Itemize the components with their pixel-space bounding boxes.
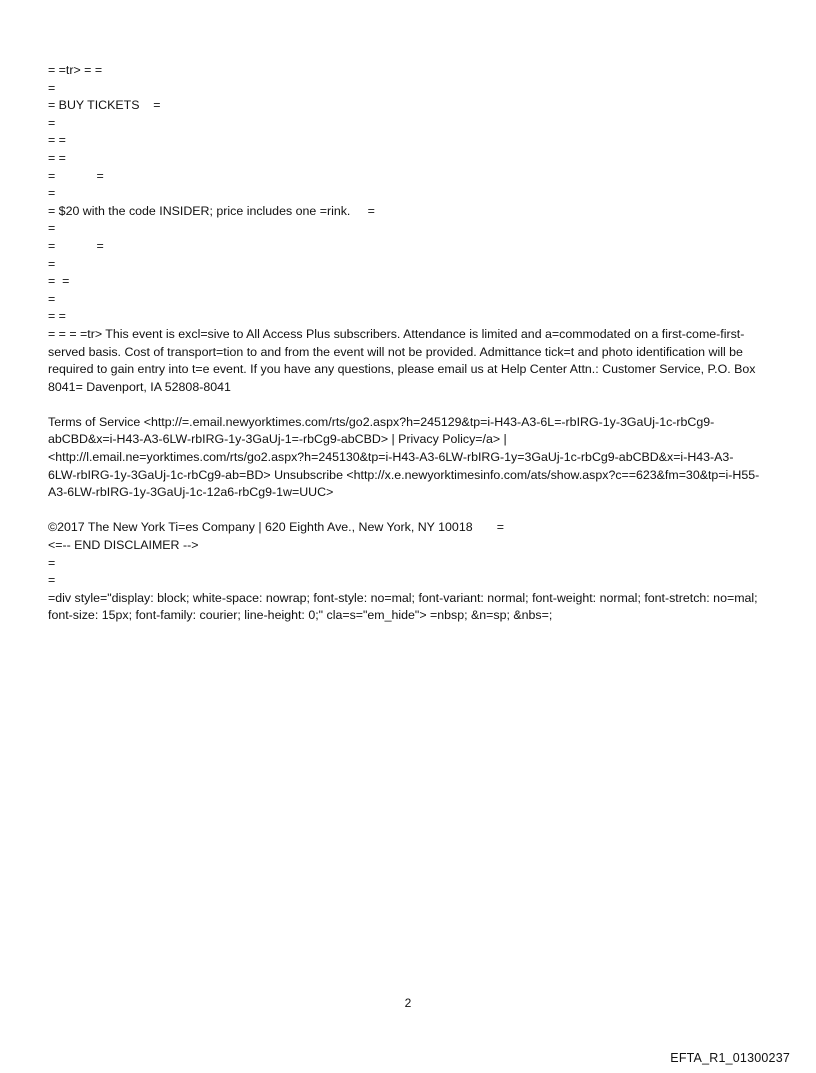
paragraph-gap	[48, 502, 760, 520]
div-code-paragraph: =div style="display: block; white-space: nowrap; font-style: no=mal; font-variant: normal; font-weight: normal; font-stretch: no=mal; font-size: 15px; font-family: courier; line-height: 0;" cla=s="em_hide"> =nbsp; &n=sp; &nbs=;	[48, 590, 758, 623]
links-paragraph: Terms of Service <http://=.email.newyorktimes.com/rts/go2.aspx?h=245129&tp=i-H43-A3-6L=-rbIRG-1y-3GaUj-1c-rbCg9-abCBD&x=i-H43-A3-6LW-rbIRG-1y-3GaUj-1=-rbCg9-abCBD> | Privacy Policy=/a> | <http://l.email.ne=yorktimes.com/rts/go2.aspx?h=245130&tp=i-H43-A3-6LW-rbIRG-1y=3GaUj-1c-rbCg9-abCBD&x=i-H43-A3-6LW-rbIRG-1y-3GaUj-1c-rbCg9-ab=BD> Unsubscribe <http://x.e.newyorktimesinfo.com/ats/show.aspx?c==623&fm=30&tp=i-H55-A3-6LW-rbIRG-1y-3GaUj-1c-12a6-rbCg9-1w=UUC>	[48, 414, 760, 500]
text-line: =	[48, 115, 56, 130]
page-number: 2	[404, 996, 412, 1010]
text-line: =	[48, 555, 56, 570]
copyright-line: ©2017 The New York Ti=es Company | 620 Eighth Ave., New York, NY 10018 =	[48, 520, 504, 535]
text-line: =	[48, 291, 56, 306]
paragraph-gap	[48, 396, 760, 414]
price-line: = $20 with the code INSIDER; price includes one =rink. =	[48, 203, 375, 218]
end-disclaimer-line: <=-- END DISCLAIMER -->	[48, 538, 199, 553]
text-line: =	[48, 256, 56, 271]
text-line: =	[48, 221, 56, 236]
document-id: EFTA_R1_01300237	[670, 1051, 790, 1065]
document-body	[48, 62, 760, 625]
text-line: = =	[48, 274, 70, 289]
text-line: =	[48, 80, 56, 95]
text-line: = =	[48, 133, 66, 148]
disclaimer-paragraph: = = = =tr> This event is excl=sive to All Access Plus subscribers. Attendance is limited and a=commodated on a first-come-first-served basis. Cost of transport=tion to and from the event will not be provided. Admittance tick=t and photo identification will be required to gain entry into t=e event. If you have any questions, please email us at Help Center Attn.: Customer Service, P.O. Box 8041= Davenport, IA 52808-8041	[48, 326, 756, 394]
text-line: = =tr> = =	[48, 63, 103, 77]
text-line: =	[48, 186, 56, 201]
text-line: = =	[48, 238, 104, 253]
text-line: =	[48, 573, 56, 588]
text-line: = =	[48, 168, 104, 183]
text-line: = =	[48, 309, 66, 324]
text-line: = =	[48, 150, 66, 165]
buy-tickets-line: = BUY TICKETS =	[48, 98, 161, 113]
